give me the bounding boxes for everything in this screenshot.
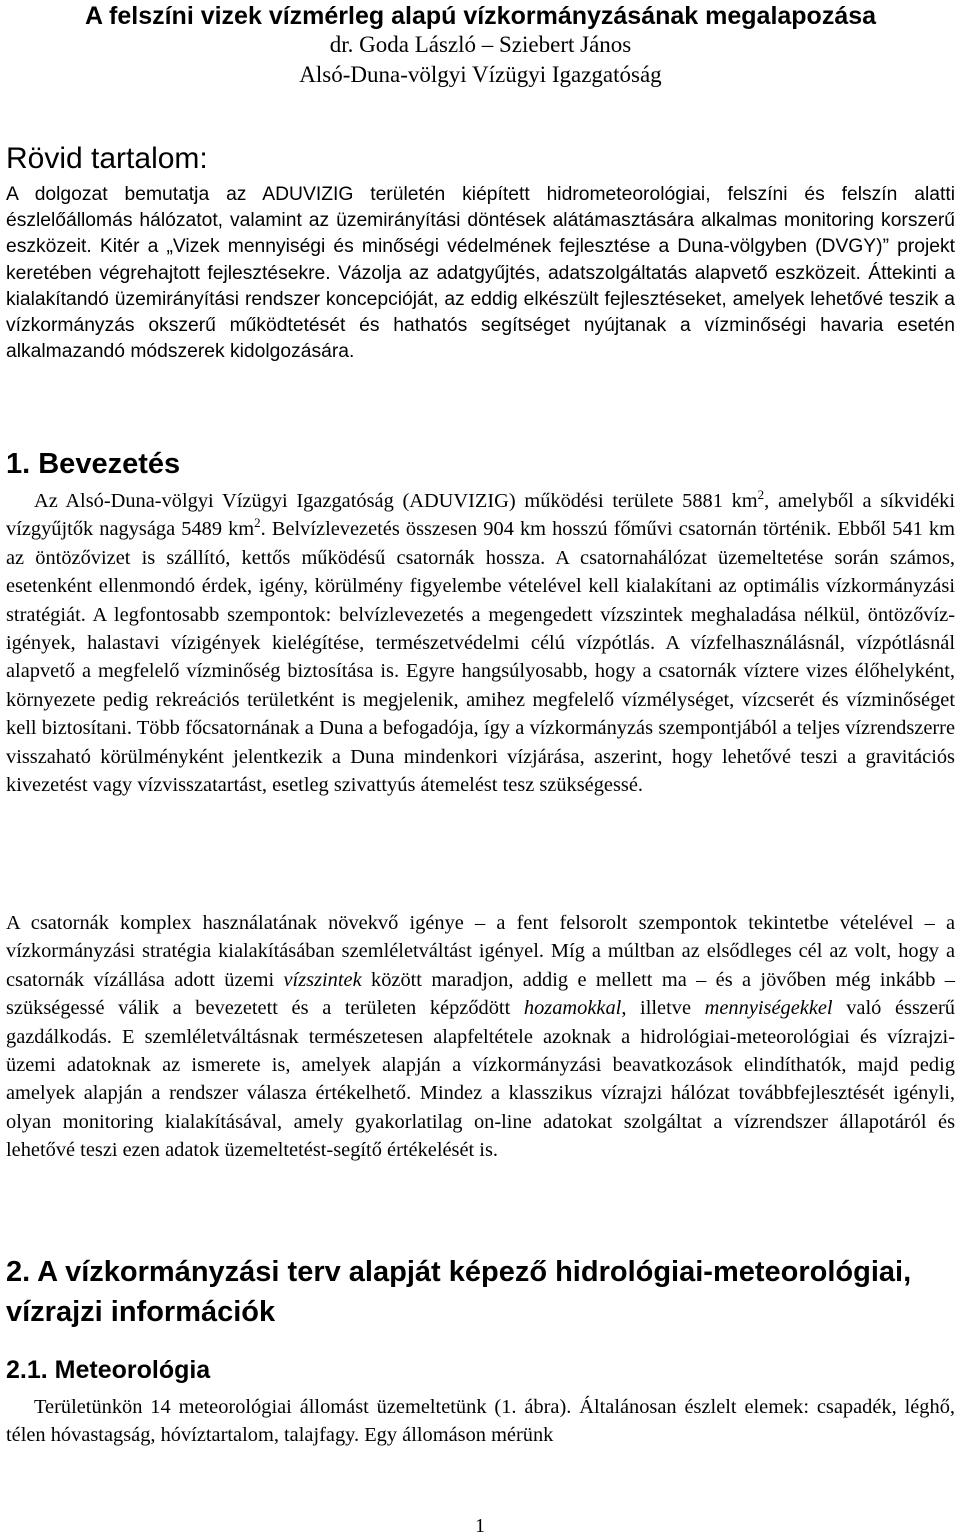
- italic-term: hozamokkal: [523, 997, 622, 1020]
- text-run: A csatornák komplex használatának növekvő igénye – a fent felsorolt szempontok tekintetbe vételével – a vízkormányzási stratégia kialakításában szemléletváltást igényel. Míg a múltban az elsődleges cél az volt, hogy a csatornák vízállása adott üzemi: [6, 912, 955, 991]
- section-1-heading: 1. Bevezetés: [6, 448, 181, 480]
- section-2-1-heading: 2.1. Meteorológia: [6, 1356, 211, 1384]
- italic-term: mennyiségekkel: [704, 997, 833, 1020]
- italic-term: vízszintek: [283, 968, 362, 991]
- text-run: között maradjon, addig e mellett ma – és a jövőben még inkább – szükségessé válik a bevezetett és a területen képződött: [6, 968, 955, 1020]
- text-run: Az Alsó-Duna-völgyi Vízügyi Igazgatóság (ADUVIZIG) működési területe 5881 km: [34, 490, 758, 512]
- section-1-paragraph-2: [6, 909, 955, 1165]
- text-run: . Belvízlevezetés összesen 904 km hosszú főművi csatornán történik. Ebből 541 km az öntözővizet is szállító, kettős működésű csatornák hossza. A csatornahálózat üzemeltetése során számos, esetenként ellenmondó érdek, igény, körülmény figyelembe vételével kell kialakítani az optimális vízkormányzási stratégiát. A legfontosabb szempontok: belvízlevezetés a megengedett vízszintek meghaladása nélkül, öntözővíz-igények, halastavi vízigények kielégítése, természetvédelmi célú vízpótlás. A vízfelhasználásnál, vízpótlásnál alapvető a megfelelő vízminőség biztosítása is. Egyre hangsúlyosabb, hogy a csatornák víztere vizes élőhelyként, környezete pedig rekreációs területként is megjelenik, amihez megfelelő vízmélységet, vízcserét és vízminőséget kell biztosítani. Több főcsatornának a Duna a befogadója, így a vízkormányzás szempontjából a teljes vízrendszerre visszaható körülményként jelentkezik a Duna mindenkori vízjárása, aszerint, hogy lehetővé teszi a gravitációs kivezetést vagy vízvisszatartást, esetleg szivattyús átemelést tesz szükségessé.: [6, 518, 955, 797]
- section-1-paragraph-1: [6, 487, 955, 799]
- text-run: való ésszerű gazdálkodás. E szemléletváltásnak természetesen alapfeltétele azoknak a hidrológiai-meteorológiai és vízrajzi-üzemi adatoknak az ismerete is, amelyek alapján a vízkormányzási beavatkozások elindíthatók, majd pedig amelyek alapján a rendszer válasza értékelhető. Mindez a klasszikus vízrajzi hálózat továbbfejlesztését igényli, olyan monitoring kialakításával, amely gyakorlatilag on-line adatokat szolgáltat a vízrendszer állapotáról és lehetővé teszi ezen adatok üzemeltetést-segítő értékelését is.: [6, 997, 955, 1162]
- superscript: 2: [757, 487, 765, 503]
- text-run: , amelyből a síkvidéki vízgyűjtők nagysága 5489 km: [6, 490, 955, 541]
- superscript: 2: [254, 515, 261, 531]
- organization: Alsó-Duna-völgyi Vízügyi Igazgatóság: [299, 62, 662, 87]
- abstract-text: A dolgozat bemutatja az ADUVIZIG területén kiépített hidrometeorológiai, felszíni és felszín alatti észlelőállomás hálózatot, valamint az üzemirányítási döntések alátámasztására alkalmas monitoring korszerű eszközeit. Kitér a „Vizek mennyiségi és minőségi védelmének fejlesztése a Duna-völgyben (DVGY)” projekt keretében végrehajtott fejlesztésekre. Vázolja az adatgyűjtés, adatszolgáltatás alapvető eszközeit. Áttekinti a kialakítandó üzemirányítási rendszer koncepcióját, az eddig elkészült fejlesztéseket, amelyek lehetővé teszik a vízkormányzás okszerű működtetését és hathatós segítséget nyújtanak a vízminőségi havaria esetén alkalmazandó módszerek kidolgozására.: [6, 184, 955, 363]
- section-2-1-paragraph: [6, 1393, 955, 1450]
- abstract-heading: Rövid tartalom:: [6, 142, 208, 175]
- text-run: , illetve: [621, 997, 705, 1020]
- authors: dr. Goda László – Sziebert János: [329, 32, 632, 57]
- document-title: A felszíni vizek vízmérleg alapú vízkormányzásának megalapozása: [84, 2, 877, 30]
- text-run: Területünkön 14 meteorológiai állomást üzemeltetünk (1. ábra). Általánosan észlelt elemek: csapadék, léghő, télen hóvastagság, hóvíztartalom, talajfagy. Egy állomáson mérünk: [6, 1396, 955, 1447]
- section-2-heading: 2. A vízkormányzási terv alapját képező hidrológiai-meteorológiai, vízrajzi információk: [6, 1256, 912, 1328]
- page-number: 1: [475, 1515, 485, 1537]
